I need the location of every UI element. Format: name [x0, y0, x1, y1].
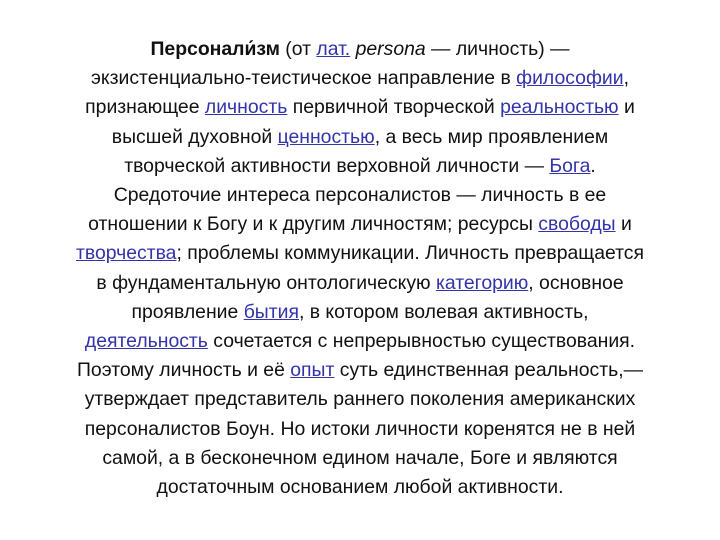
text-line: [0, 269, 720, 298]
link-activity[interactable]: деятельность: [84, 330, 208, 353]
link-reality[interactable]: реальностью: [500, 96, 619, 119]
text-segment: .: [590, 154, 596, 177]
text-segment: отношении к Богу и к другим личностям; ресурсы: [88, 213, 539, 236]
text-segment: ; проблемы коммуникации. Личность превращается: [176, 242, 644, 265]
text-line: [0, 444, 720, 473]
text-line: [0, 385, 720, 414]
text-segment: в фундаментальную онтологическую: [96, 271, 436, 294]
text-line: [0, 181, 720, 210]
text-segment: — личность) —: [425, 38, 570, 60]
link-category[interactable]: категорию: [435, 271, 529, 294]
text-segment: достаточным основанием любой активности.: [156, 476, 564, 499]
text-segment: творческой активности верховной личности —: [124, 154, 550, 177]
term-heading: Персонали́зм: [150, 38, 280, 60]
text-line: [0, 152, 720, 181]
link-value[interactable]: ценностью: [277, 125, 375, 148]
text-segment: утверждает представитель раннего поколения американских: [84, 388, 636, 411]
text-segment: самой, а в бесконечном едином начале, Боге и являются: [102, 446, 618, 469]
text-line: [0, 327, 720, 356]
text-line: [0, 239, 720, 268]
link-god[interactable]: Бога: [549, 154, 591, 177]
text-line: [0, 473, 720, 502]
text-line: [0, 210, 720, 239]
article-text: [0, 35, 720, 502]
link-lat[interactable]: лат.: [316, 38, 351, 60]
text-line: [0, 35, 720, 64]
text-line: [0, 64, 720, 93]
text-segment: экзистенциально-теистическое направление в: [91, 67, 517, 90]
text-line: [0, 123, 720, 152]
text-line: [0, 415, 720, 444]
text-line: [0, 298, 720, 327]
latin-word: persona: [355, 38, 426, 60]
text-segment: (от: [279, 38, 317, 60]
text-segment: сочетается с непрерывностью существования.: [207, 330, 636, 353]
text-line: [0, 93, 720, 122]
text-segment: первичной творческой: [287, 96, 501, 119]
text-segment: , основное: [528, 271, 624, 294]
text-segment: высшей духовной: [111, 125, 278, 148]
link-creativity[interactable]: творчества: [76, 242, 177, 265]
text-segment: , в котором волевая активность,: [298, 300, 589, 323]
text-segment: признающее: [85, 96, 205, 119]
text-segment: проявление: [131, 300, 244, 323]
text-segment: , а весь мир проявлением: [374, 125, 609, 148]
text-segment: персоналистов Боун. Но истоки личности коренятся не в ней: [84, 417, 636, 440]
link-personality[interactable]: личность: [204, 96, 288, 119]
text-segment: и: [615, 213, 632, 236]
link-experience[interactable]: опыт: [290, 359, 335, 382]
text-segment: ,: [623, 67, 629, 90]
link-philosophy[interactable]: философии: [516, 67, 624, 90]
link-being[interactable]: бытия: [243, 300, 299, 323]
text-segment: суть единственная реальность,—: [334, 359, 643, 382]
text-segment: и: [618, 96, 635, 119]
text-segment: Средоточие интереса персоналистов — личность в ее: [113, 184, 607, 207]
text-segment: Поэтому личность и её: [77, 359, 291, 382]
link-freedom[interactable]: свободы: [538, 213, 616, 236]
text-line: [0, 356, 720, 385]
